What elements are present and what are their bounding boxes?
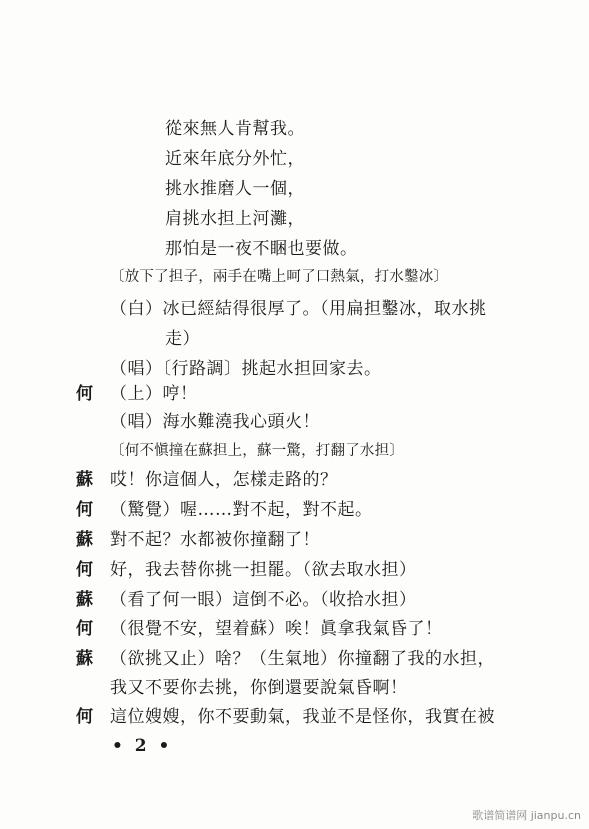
text-line: （很覺不安，望着蘇）唉！眞拿我氣昏了！ bbox=[110, 619, 443, 639]
text-line: （白）冰已經結得很厚了。（用扁担鑿冰，取水挑 bbox=[110, 299, 487, 319]
text-line: 那怕是一夜不睏也要做。 bbox=[165, 239, 358, 259]
text-line: 近來年底分外忙， bbox=[165, 149, 305, 169]
stage-direction: 〔放下了担子，兩手在嘴上呵了口熱氣，打水鑿冰〕 bbox=[110, 269, 449, 285]
text-line: 挑水推磨人一個， bbox=[165, 179, 305, 199]
text-line: （上）哼！ bbox=[110, 384, 198, 404]
speaker-label: 何 bbox=[76, 384, 93, 404]
text-line: （唱）海水難澆我心頭火！ bbox=[110, 412, 320, 432]
page-number: • 2 • bbox=[112, 736, 173, 756]
speaker-label: 何 bbox=[76, 560, 93, 580]
text-line: 肩挑水担上河灘， bbox=[165, 209, 305, 229]
speaker-label: 蘇 bbox=[76, 470, 93, 490]
speaker-label: 蘇 bbox=[76, 649, 93, 669]
text-line: （驚覺）喔……對不起，對不起。 bbox=[110, 500, 373, 520]
speaker-label: 蘇 bbox=[76, 530, 93, 550]
speaker-label: 何 bbox=[76, 500, 93, 520]
text-line: （看了何一眼）這倒不必。（收拾水担） bbox=[110, 590, 417, 610]
speaker-label: 何 bbox=[76, 619, 93, 639]
text-line: 這位嫂嫂，你不要動氣，我並不是怪你，我實在被 bbox=[110, 707, 495, 727]
speaker-label: 何 bbox=[76, 707, 93, 727]
text-line: （唱）〔行路調〕挑起水担回家去。 bbox=[110, 359, 382, 379]
stage-direction: 〔何不愼撞在蘇担上，蘇一驚，打翻了水担〕 bbox=[110, 443, 404, 459]
text-line: 走） bbox=[165, 329, 200, 349]
text-line: 哎！你這個人，怎樣走路的？ bbox=[110, 470, 338, 490]
text-line: 從來無人肯幫我。 bbox=[165, 119, 305, 139]
text-line: 我又不要你去挑，你倒還要說氣昏啊！ bbox=[110, 678, 408, 698]
text-line: （欲挑又止）啥？（生氣地）你撞翻了我的水担， bbox=[110, 649, 495, 669]
text-line: 對不起？水都被你撞翻了！ bbox=[110, 530, 320, 550]
speaker-label: 蘇 bbox=[76, 590, 93, 610]
watermark: 歌谱简谱网 jianpu.cn bbox=[472, 809, 581, 822]
text-line: 好，我去替你挑一担罷。（欲去取水担） bbox=[110, 560, 417, 580]
